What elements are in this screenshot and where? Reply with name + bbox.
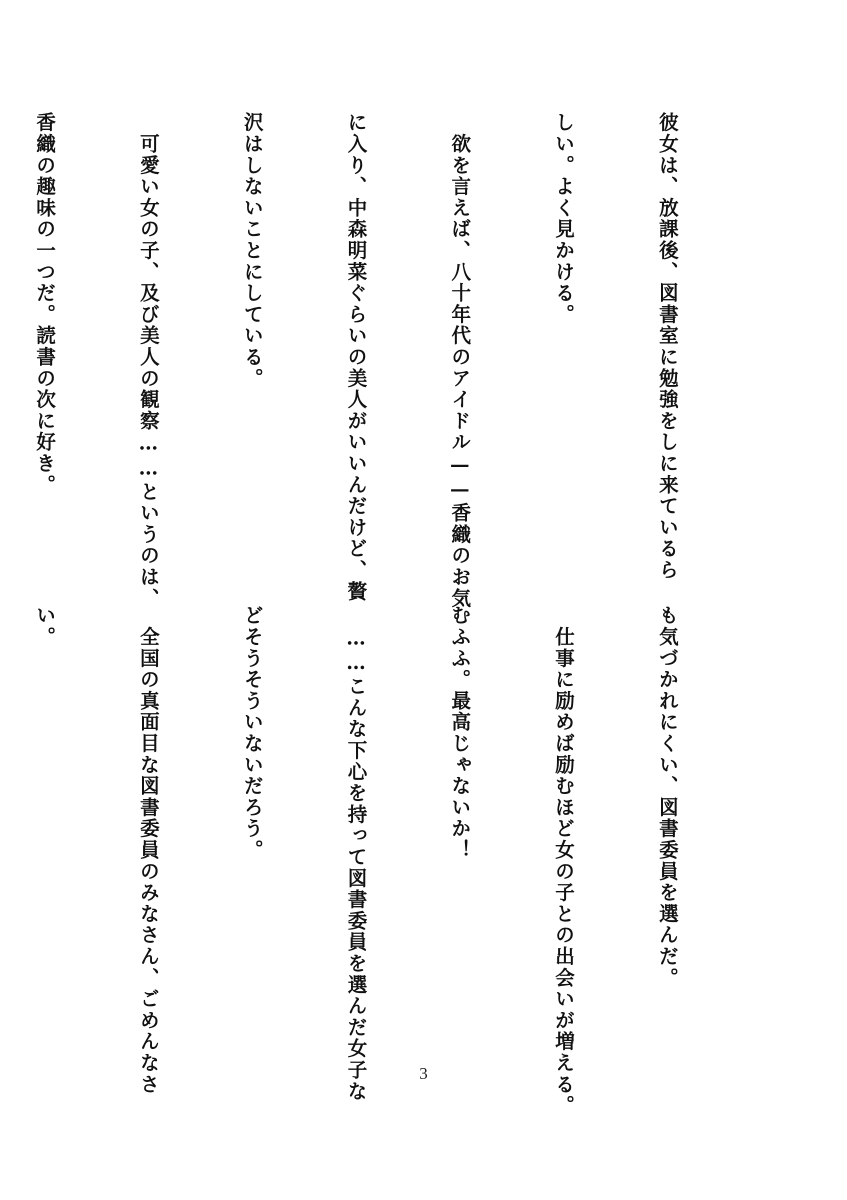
text-line: ……こんな下心を持って図書委員を選んだ女子な [344,605,368,1102]
text-line: も気づかれにくい、図書委員を選んだ。 [655,605,679,989]
text-line: しい。よく見かける。 [552,112,576,325]
text-line: 香織の趣味の一つだ。読書の次に好き。 [33,112,57,496]
text-line: 全国の真面目な図書委員のみなさん、ごめんなさ [136,605,160,1095]
text-line: 可愛い女の子、及び美人の観察……というのは、 [136,112,160,609]
text-line: 彼女は、放課後、図書室に勉強をしに来ているら [655,112,679,581]
text-line: 仕事に励めば励むほど女の子との出会いが増える。 [552,605,576,1117]
text-block-upper [33,112,753,609]
text-line: い。 [33,605,57,648]
text-line: どそうそういないだろう。 [240,605,264,861]
text-line: 沢はしないことにしている。 [240,112,264,389]
page-number: 3 [419,1064,428,1083]
text-line: に入り、中森明菜ぐらいの美人がいいんだけど、贅 [344,112,368,602]
text-line: むふふ。最高じゃないか！ [448,605,472,861]
text-block-lower [33,605,753,1117]
text-line: 欲を言えば、八十年代のアイドル——香織のお気 [448,112,472,609]
